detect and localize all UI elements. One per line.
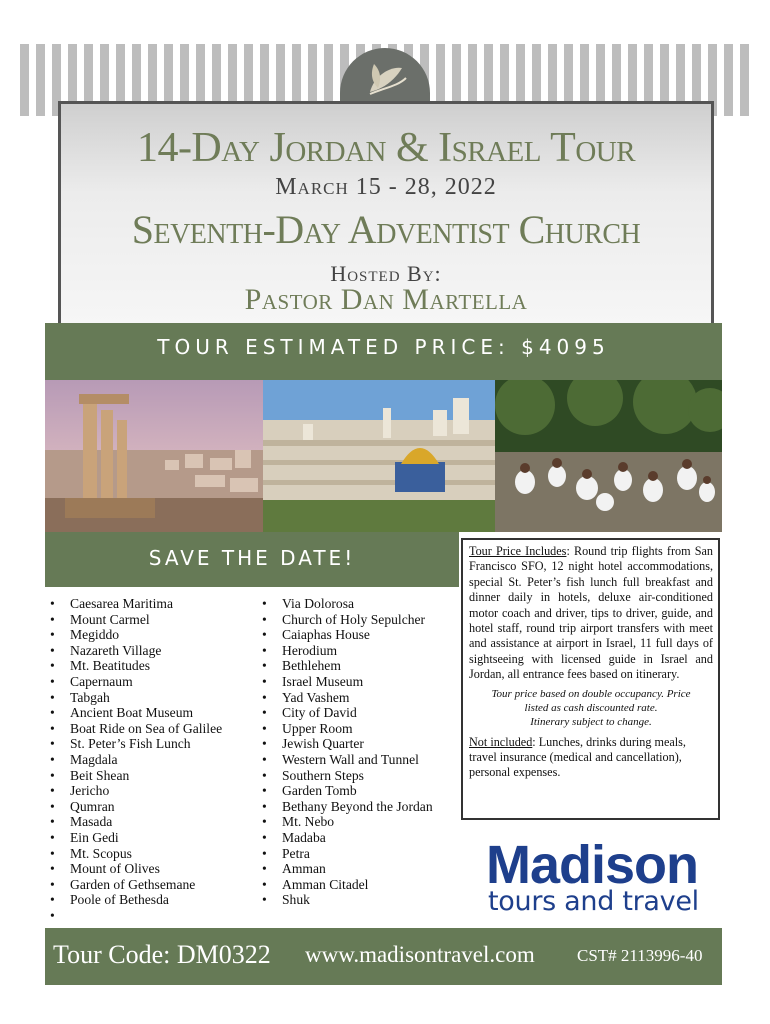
sites-list-column-2	[258, 596, 433, 908]
site-list-item: • Qumran	[46, 799, 222, 815]
site-list-item: • Southern Steps	[258, 768, 433, 784]
price-banner-text: TOUR ESTIMATED PRICE: $4095	[157, 335, 610, 359]
site-list-item: • Amman Citadel	[258, 877, 433, 893]
header-box	[58, 101, 714, 326]
not-included-paragraph	[469, 735, 713, 781]
save-the-date-banner	[45, 532, 459, 587]
site-list-item: • Western Wall and Tunnel	[258, 752, 433, 768]
site-list-item: • Ein Gedi	[46, 830, 222, 846]
site-list-item: • Mt. Scopus	[46, 846, 222, 862]
footer-banner	[45, 928, 722, 985]
includes-label: Tour Price Includes	[469, 544, 567, 558]
site-list-item: • Madaba	[258, 830, 433, 846]
site-list-item: • Caesarea Maritima	[46, 596, 222, 612]
website-link[interactable]: www.madisontravel.com	[305, 942, 535, 967]
site-list-item: • Church of Holy Sepulcher	[258, 612, 433, 628]
amman-citadel-photo	[45, 380, 263, 532]
olive-leaf-icon	[340, 48, 430, 104]
site-list-item: • Magdala	[46, 752, 222, 768]
site-list-item: • Nazareth Village	[46, 643, 222, 659]
tour-includes-box	[461, 538, 720, 820]
price-banner	[45, 323, 722, 380]
logo-wordmark: Madison	[486, 835, 699, 895]
site-list-item: • Mount Carmel	[46, 612, 222, 628]
site-list-item: • Jericho	[46, 783, 222, 799]
jordan-river-baptism-photo	[495, 380, 722, 532]
occupancy-note-line: Itinerary subject to change.	[530, 715, 652, 728]
occupancy-note	[469, 687, 713, 729]
site-list-item: • Jewish Quarter	[258, 736, 433, 752]
hosted-by-label: Hosted By:	[330, 261, 442, 286]
site-list-item: • Bethlehem	[258, 658, 433, 674]
site-list-item: • Israel Museum	[258, 674, 433, 690]
site-list-item: • Garden Tomb	[258, 783, 433, 799]
site-list-item: • Amman	[258, 861, 433, 877]
tour-title: 14-Day Jordan & Israel Tour	[136, 125, 636, 171]
site-list-item: • Herodium	[258, 643, 433, 659]
cst-number: CST# 2113996-40	[577, 946, 703, 965]
site-list-item: • Capernaum	[46, 674, 222, 690]
site-list-item: • Beit Shean	[46, 768, 222, 784]
site-list-item: • Yad Vashem	[258, 690, 433, 706]
site-list-item: • Petra	[258, 846, 433, 862]
jerusalem-dome-photo	[263, 380, 495, 532]
not-included-text: : Lunches, drinks during meals, travel insurance (medical and cancellation), personal expenses.	[469, 734, 686, 780]
site-list-item: • Masada	[46, 814, 222, 830]
site-list-item: • Bethany Beyond the Jordan	[258, 799, 433, 815]
site-list-item: • Via Dolorosa	[258, 596, 433, 612]
site-list-item: • Megiddo	[46, 627, 222, 643]
site-list-item: • Boat Ride on Sea of Galilee	[46, 721, 222, 737]
madison-logo	[486, 836, 712, 922]
not-included-label: Not included	[469, 734, 533, 749]
site-list-item: • Tabgah	[46, 690, 222, 706]
site-list-item	[46, 908, 222, 924]
tour-dates: March 15 - 28, 2022	[275, 174, 497, 200]
logo-tagline: tours and travel	[488, 886, 699, 917]
church-name: Seventh-Day Adventist Church	[131, 207, 641, 252]
includes-paragraph	[469, 544, 713, 683]
site-list-item: • Mount of Olives	[46, 861, 222, 877]
site-list-item: • St. Peter’s Fish Lunch	[46, 736, 222, 752]
site-list-item: • Ancient Boat Museum	[46, 705, 222, 721]
site-list-item: • Mt. Nebo	[258, 814, 433, 830]
host-name: Pastor Dan Martella	[244, 283, 528, 316]
includes-text: : Round trip flights from San Francisco SFO, 12 night hotel accommodations, special St. Peter’s fish lunch full breakfast and dinner daily in hotels, deluxe air-conditioned motor coach and driver, tips to driver, guide, and hotel staff, round trip airport transfers with meet and assistance at airport in Israel, 11 full days of sightseeing with licensed guide in Israel and Jordan, all entrance fees based on itinerary.	[469, 544, 714, 682]
site-list-item: • Mt. Beatitudes	[46, 658, 222, 674]
site-list-item: • Poole of Bethesda	[46, 892, 222, 908]
site-list-item: • Garden of Gethsemane	[46, 877, 222, 893]
occupancy-note-line: listed as cash discounted rate.	[524, 701, 658, 714]
site-list-item: • Shuk	[258, 892, 433, 908]
site-list-item: • Caiaphas House	[258, 627, 433, 643]
tour-code: Tour Code: DM0322	[53, 940, 271, 969]
site-list-item: • Upper Room	[258, 721, 433, 737]
save-the-date-text: SAVE THE DATE!	[148, 546, 356, 570]
occupancy-note-line: Tour price based on double occupancy. Price	[491, 687, 691, 700]
site-list-item: • City of David	[258, 705, 433, 721]
sites-list-column-1	[46, 596, 222, 923]
